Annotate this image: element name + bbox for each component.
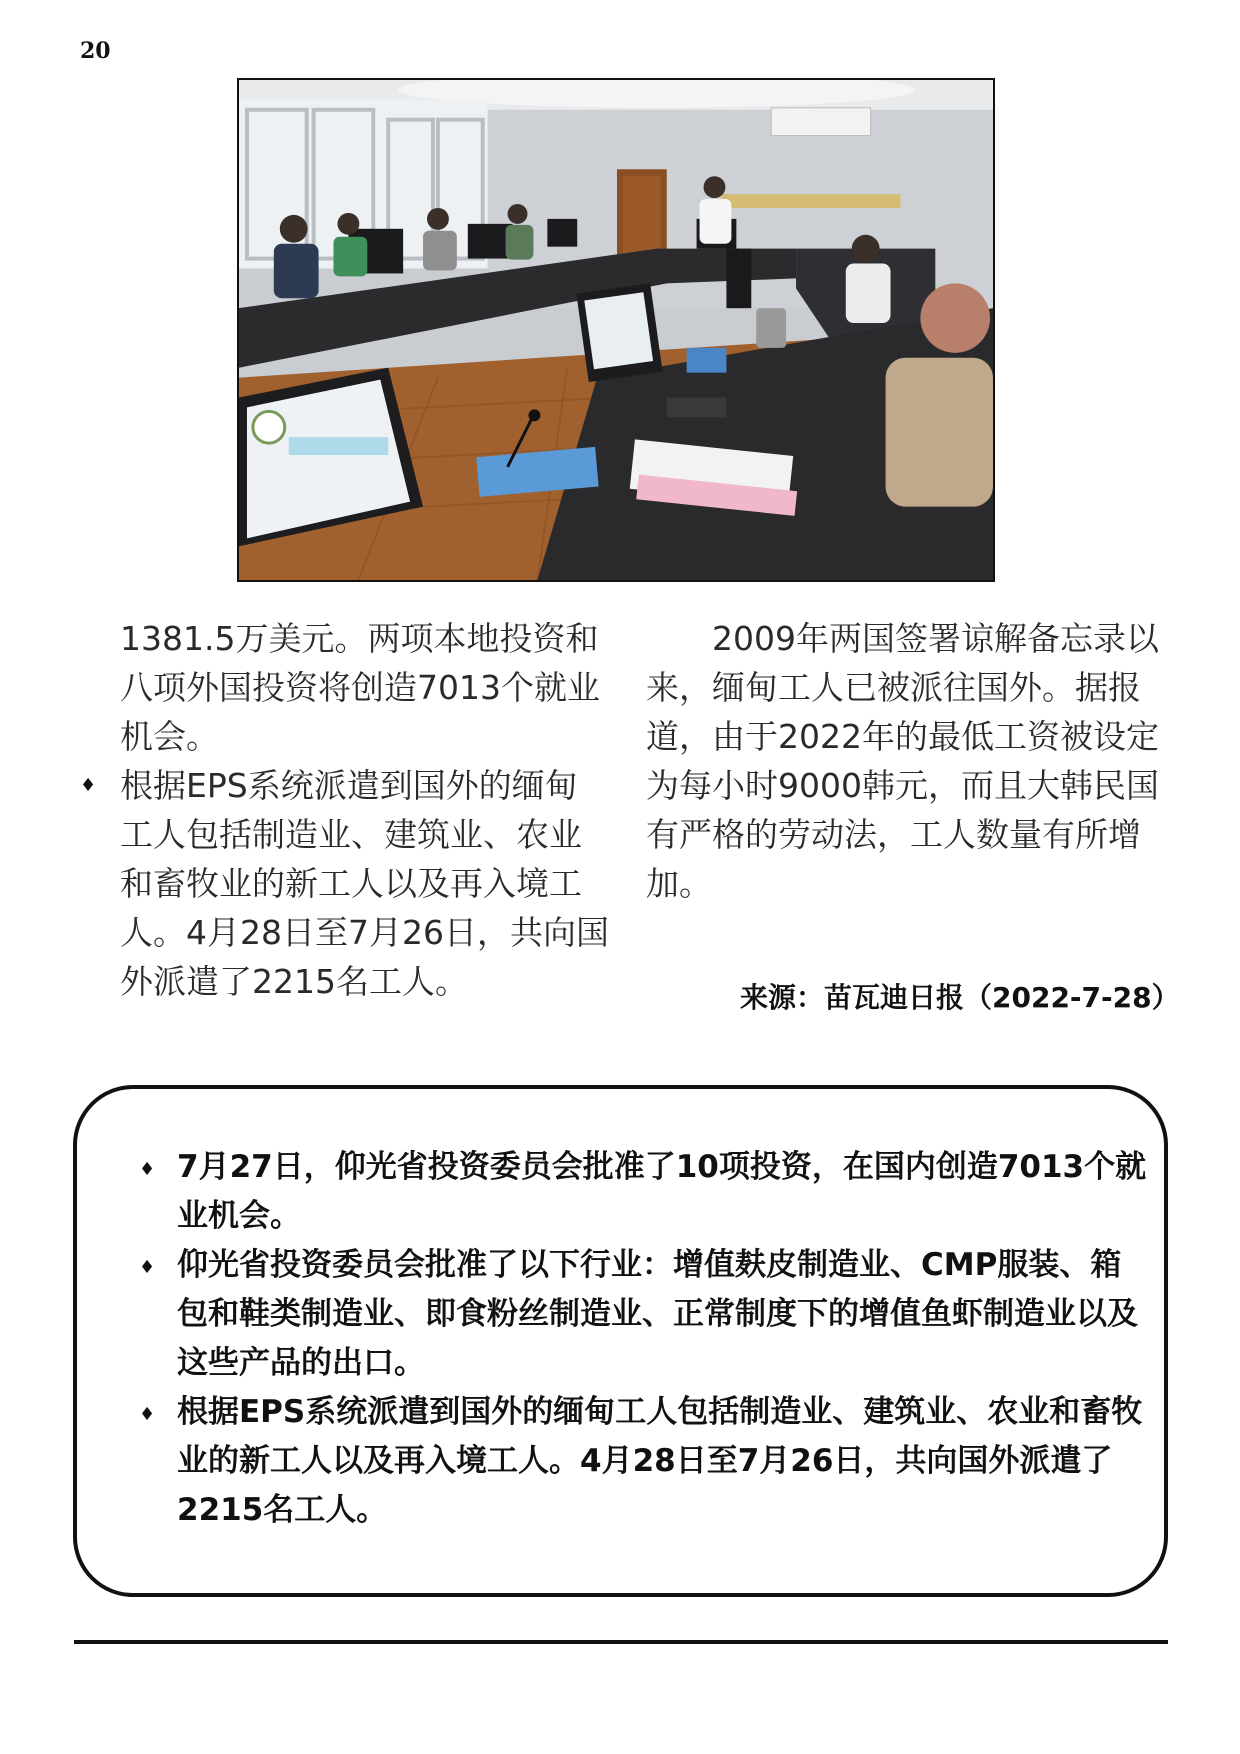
right-column (646, 614, 1166, 908)
summary-item-text: 根据EPS系统派遣到国外的缅甸工人包括制造业、建筑业、农业和畜牧业的新工人以及再入境工人。4月28日至7月26日，共向国外派遣了2215名工人。 (177, 1394, 1143, 1528)
diamond-bullet-icon: ♦ (80, 775, 97, 796)
summary-item-text: 7月27日，仰光省投资委员会批准了10项投资，在国内创造7013个就业机会。 (177, 1149, 1147, 1234)
left-bullet-text: 根据EPS系统派遣到国外的缅甸工人包括制造业、建筑业、农业和畜牧业的新工人以及再入境工人。4月28日至7月26日，共向国外派遣了2215名工人。 (120, 766, 609, 1001)
summary-item-3 (141, 1388, 1151, 1535)
meeting-photo-icon (239, 80, 993, 580)
page-number: 20 (80, 38, 111, 64)
summary-box (73, 1085, 1168, 1597)
summary-list (141, 1143, 1151, 1535)
summary-item-text: 仰光省投资委员会批准了以下行业：增值麸皮制造业、CMP服装、箱包和鞋类制造业、即食粉丝制造业、正常制度下的增值鱼虾制造业以及这些产品的出口。 (177, 1247, 1138, 1381)
diamond-bullet-icon: ♦ (139, 1159, 156, 1180)
diamond-bullet-icon: ♦ (139, 1257, 156, 1278)
left-bullet-item (80, 761, 610, 1006)
meeting-photo (237, 78, 995, 582)
left-continuation-paragraph: 1381.5万美元。两项本地投资和八项外国投资将创造7013个就业机会。 (120, 619, 600, 756)
bottom-rule (74, 1640, 1168, 1644)
summary-item-2 (141, 1241, 1151, 1388)
source-citation: 来源：苗瓦迪日报（2022-7-28） (740, 981, 1180, 1014)
diamond-bullet-icon: ♦ (139, 1404, 156, 1425)
right-paragraph: 2009年两国签署谅解备忘录以来，缅甸工人已被派往国外。据报道，由于2022年的最低工资被设定为每小时9000韩元，而且大韩民国有严格的劳动法，工人数量有所增加。 (646, 619, 1159, 903)
left-column (80, 614, 610, 1006)
summary-item-1 (141, 1143, 1151, 1241)
